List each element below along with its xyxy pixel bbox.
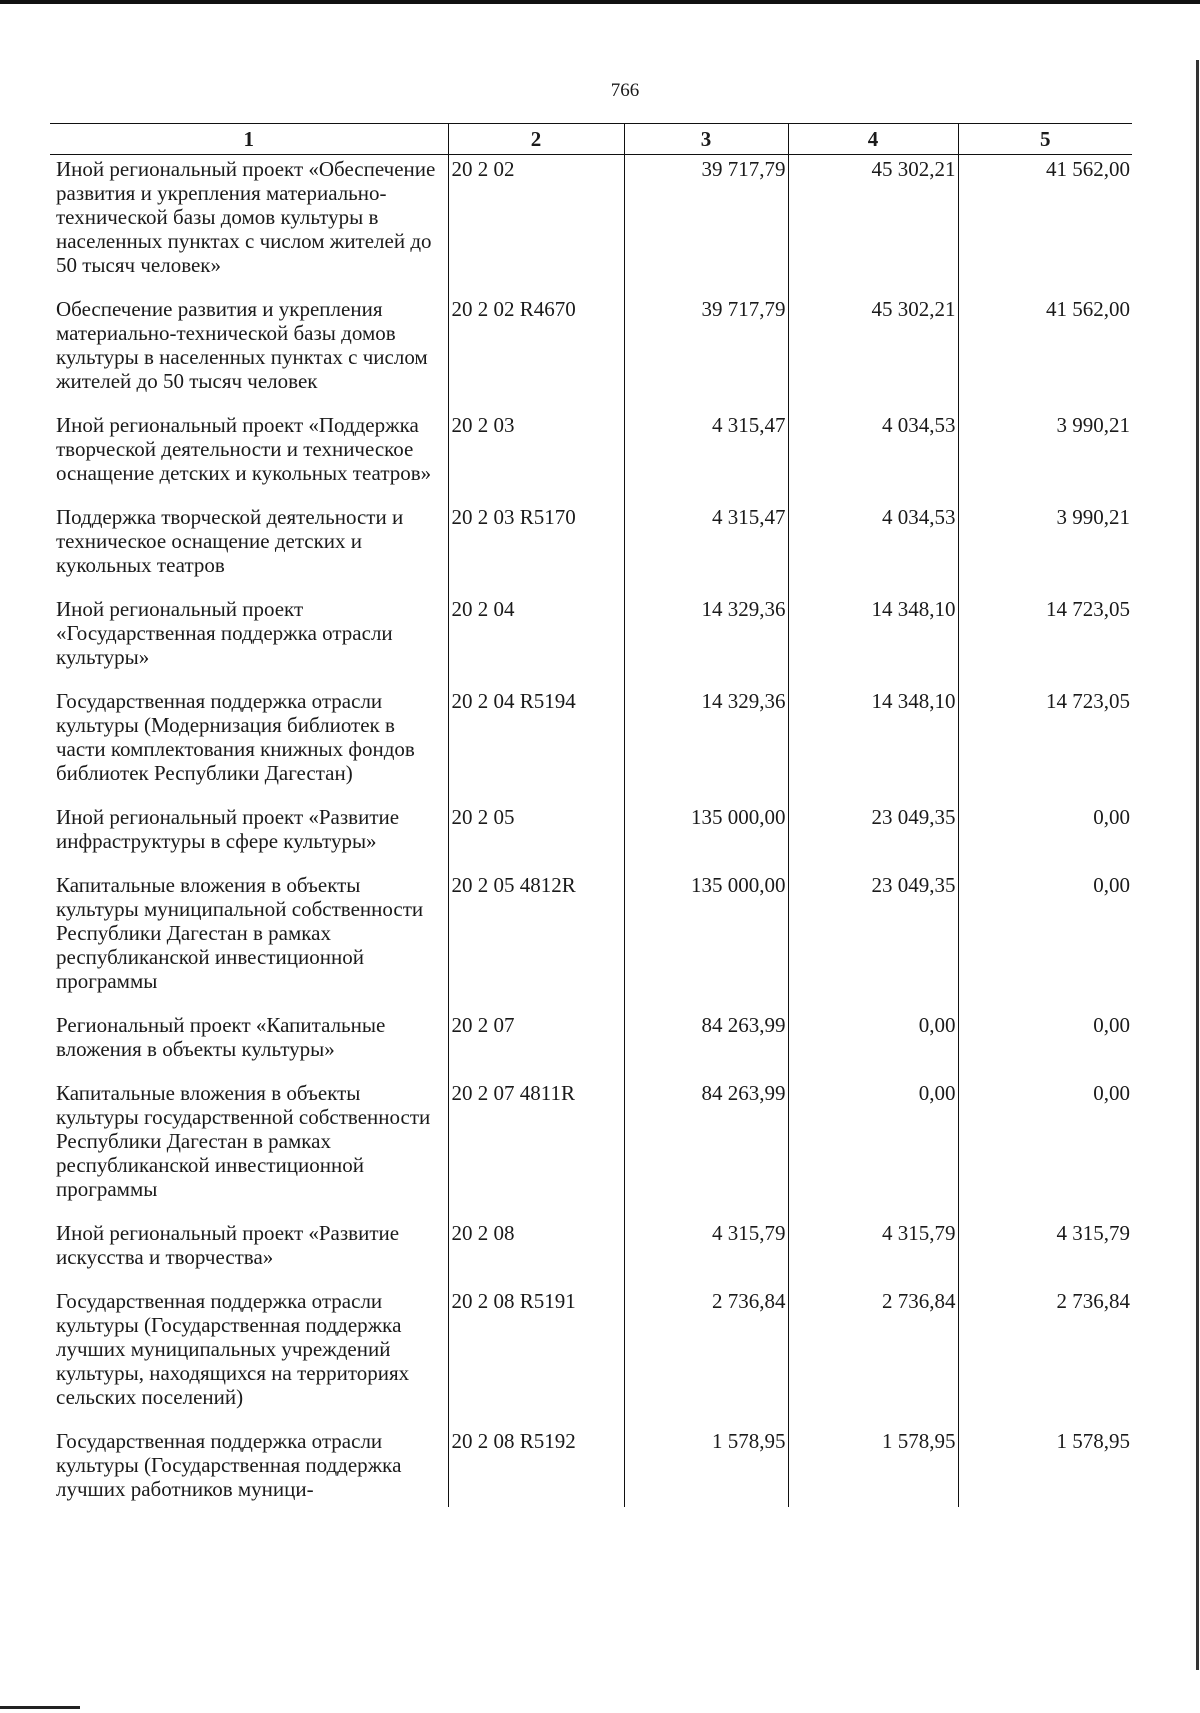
table-row bbox=[50, 1079, 1132, 1219]
row-value-5: 0,00 bbox=[958, 871, 1132, 1011]
table-row bbox=[50, 1219, 1132, 1287]
row-code: 20 2 08 R5191 bbox=[448, 1287, 624, 1427]
row-name: Государственная поддержка отрасли культуры (Модернизация библиотек в части комплектования книжных фондов библиотек Республики Дагестан) bbox=[56, 689, 415, 785]
page-number: 766 bbox=[610, 80, 640, 101]
row-name: Иной региональный проект «Развитие инфраструктуры в сфере культуры» bbox=[56, 805, 400, 853]
row-value-5: 14 723,05 bbox=[958, 595, 1132, 687]
row-value-5: 41 562,00 bbox=[958, 155, 1132, 296]
row-value-3: 2 736,84 bbox=[624, 1287, 788, 1427]
row-value-5: 0,00 bbox=[958, 803, 1132, 871]
row-name: Иной региональный проект «Поддержка творческой деятельности и техническое оснащение детских и кукольных театров» bbox=[56, 413, 432, 485]
row-code: 20 2 08 bbox=[448, 1219, 624, 1287]
row-value-3: 84 263,99 bbox=[624, 1011, 788, 1079]
header-col-3: 3 bbox=[624, 124, 788, 155]
header-row bbox=[50, 124, 1132, 155]
row-code: 20 2 08 R5192 bbox=[448, 1427, 624, 1507]
row-name: Капитальные вложения в объекты культуры государственной собственности Республики Дагестан в рамках республиканской инвестиционной программы bbox=[56, 1081, 431, 1201]
table-row bbox=[50, 1011, 1132, 1079]
row-value-4: 4 034,53 bbox=[788, 503, 958, 595]
row-value-3: 4 315,47 bbox=[624, 503, 788, 595]
row-name: Иной региональный проект «Обеспечение развития и укрепления материально-технической базы домов культуры в населенных пунктах с числом жителей до 50 тысяч человек» bbox=[56, 157, 436, 277]
row-value-3: 84 263,99 bbox=[624, 1079, 788, 1219]
row-value-4: 45 302,21 bbox=[788, 155, 958, 296]
row-value-5: 4 315,79 bbox=[958, 1219, 1132, 1287]
row-value-3: 39 717,79 bbox=[624, 295, 788, 411]
row-value-4: 4 315,79 bbox=[788, 1219, 958, 1287]
table-row bbox=[50, 503, 1132, 595]
table-row bbox=[50, 295, 1132, 411]
row-value-5: 3 990,21 bbox=[958, 503, 1132, 595]
row-code: 20 2 07 4811R bbox=[448, 1079, 624, 1219]
row-value-3: 39 717,79 bbox=[624, 155, 788, 296]
table-body bbox=[50, 155, 1132, 1508]
row-value-5: 14 723,05 bbox=[958, 687, 1132, 803]
row-name: Поддержка творческой деятельности и техническое оснащение детских и кукольных театров bbox=[56, 505, 404, 577]
row-value-3: 1 578,95 bbox=[624, 1427, 788, 1507]
row-name: Обеспечение развития и укрепления материально-технической базы домов культуры в населенных пунктах с числом жителей до 50 тысяч человек bbox=[56, 297, 428, 393]
row-value-3: 14 329,36 bbox=[624, 687, 788, 803]
row-value-4: 23 049,35 bbox=[788, 871, 958, 1011]
row-code: 20 2 02 R4670 bbox=[448, 295, 624, 411]
row-value-4: 23 049,35 bbox=[788, 803, 958, 871]
row-name: Капитальные вложения в объекты культуры муниципальной собственности Республики Дагестан в рамках республиканской инвестиционной программы bbox=[56, 873, 424, 993]
row-value-3: 4 315,47 bbox=[624, 411, 788, 503]
table-row bbox=[50, 871, 1132, 1011]
row-value-3: 135 000,00 bbox=[624, 871, 788, 1011]
row-value-4: 14 348,10 bbox=[788, 687, 958, 803]
row-name: Региональный проект «Капитальные вложения в объекты культуры» bbox=[56, 1013, 386, 1061]
header-col-1: 1 bbox=[50, 124, 448, 155]
row-code: 20 2 05 bbox=[448, 803, 624, 871]
row-code: 20 2 03 bbox=[448, 411, 624, 503]
row-code: 20 2 07 bbox=[448, 1011, 624, 1079]
header-col-2: 2 bbox=[448, 124, 624, 155]
bottom-border-line bbox=[0, 1706, 80, 1709]
row-value-5: 2 736,84 bbox=[958, 1287, 1132, 1427]
row-value-3: 135 000,00 bbox=[624, 803, 788, 871]
table-row bbox=[50, 1427, 1132, 1507]
row-value-4: 4 034,53 bbox=[788, 411, 958, 503]
header-col-4: 4 bbox=[788, 124, 958, 155]
row-code: 20 2 04 bbox=[448, 595, 624, 687]
table-header bbox=[50, 124, 1132, 155]
row-name: Государственная поддержка отрасли культуры (Государственная поддержка лучших работников муници- bbox=[56, 1429, 402, 1501]
row-value-4: 0,00 bbox=[788, 1011, 958, 1079]
table-row bbox=[50, 687, 1132, 803]
row-value-4: 2 736,84 bbox=[788, 1287, 958, 1427]
row-name: Иной региональный проект «Развитие искусства и творчества» bbox=[56, 1221, 400, 1269]
row-name: Государственная поддержка отрасли культуры (Государственная поддержка лучших муниципальных учреждений культуры, находящихся на территориях сельских поселений) bbox=[56, 1289, 410, 1409]
table-row bbox=[50, 595, 1132, 687]
row-value-5: 1 578,95 bbox=[958, 1427, 1132, 1507]
row-code: 20 2 02 bbox=[448, 155, 624, 296]
top-border-line bbox=[0, 0, 1200, 4]
budget-table bbox=[50, 123, 1132, 1507]
row-value-3: 14 329,36 bbox=[624, 595, 788, 687]
row-value-4: 45 302,21 bbox=[788, 295, 958, 411]
header-col-5: 5 bbox=[958, 124, 1132, 155]
row-code: 20 2 05 4812R bbox=[448, 871, 624, 1011]
row-value-5: 0,00 bbox=[958, 1011, 1132, 1079]
table-row bbox=[50, 155, 1132, 296]
row-value-5: 3 990,21 bbox=[958, 411, 1132, 503]
row-name: Иной региональный проект «Государственная поддержка отрасли культуры» bbox=[56, 597, 393, 669]
row-value-4: 14 348,10 bbox=[788, 595, 958, 687]
row-code: 20 2 04 R5194 bbox=[448, 687, 624, 803]
table-row bbox=[50, 803, 1132, 871]
row-value-4: 0,00 bbox=[788, 1079, 958, 1219]
table-row bbox=[50, 1287, 1132, 1427]
row-value-5: 41 562,00 bbox=[958, 295, 1132, 411]
row-value-4: 1 578,95 bbox=[788, 1427, 958, 1507]
row-value-3: 4 315,79 bbox=[624, 1219, 788, 1287]
row-code: 20 2 03 R5170 bbox=[448, 503, 624, 595]
table-row bbox=[50, 411, 1132, 503]
right-border-line bbox=[1196, 60, 1199, 1670]
row-value-5: 0,00 bbox=[958, 1079, 1132, 1219]
